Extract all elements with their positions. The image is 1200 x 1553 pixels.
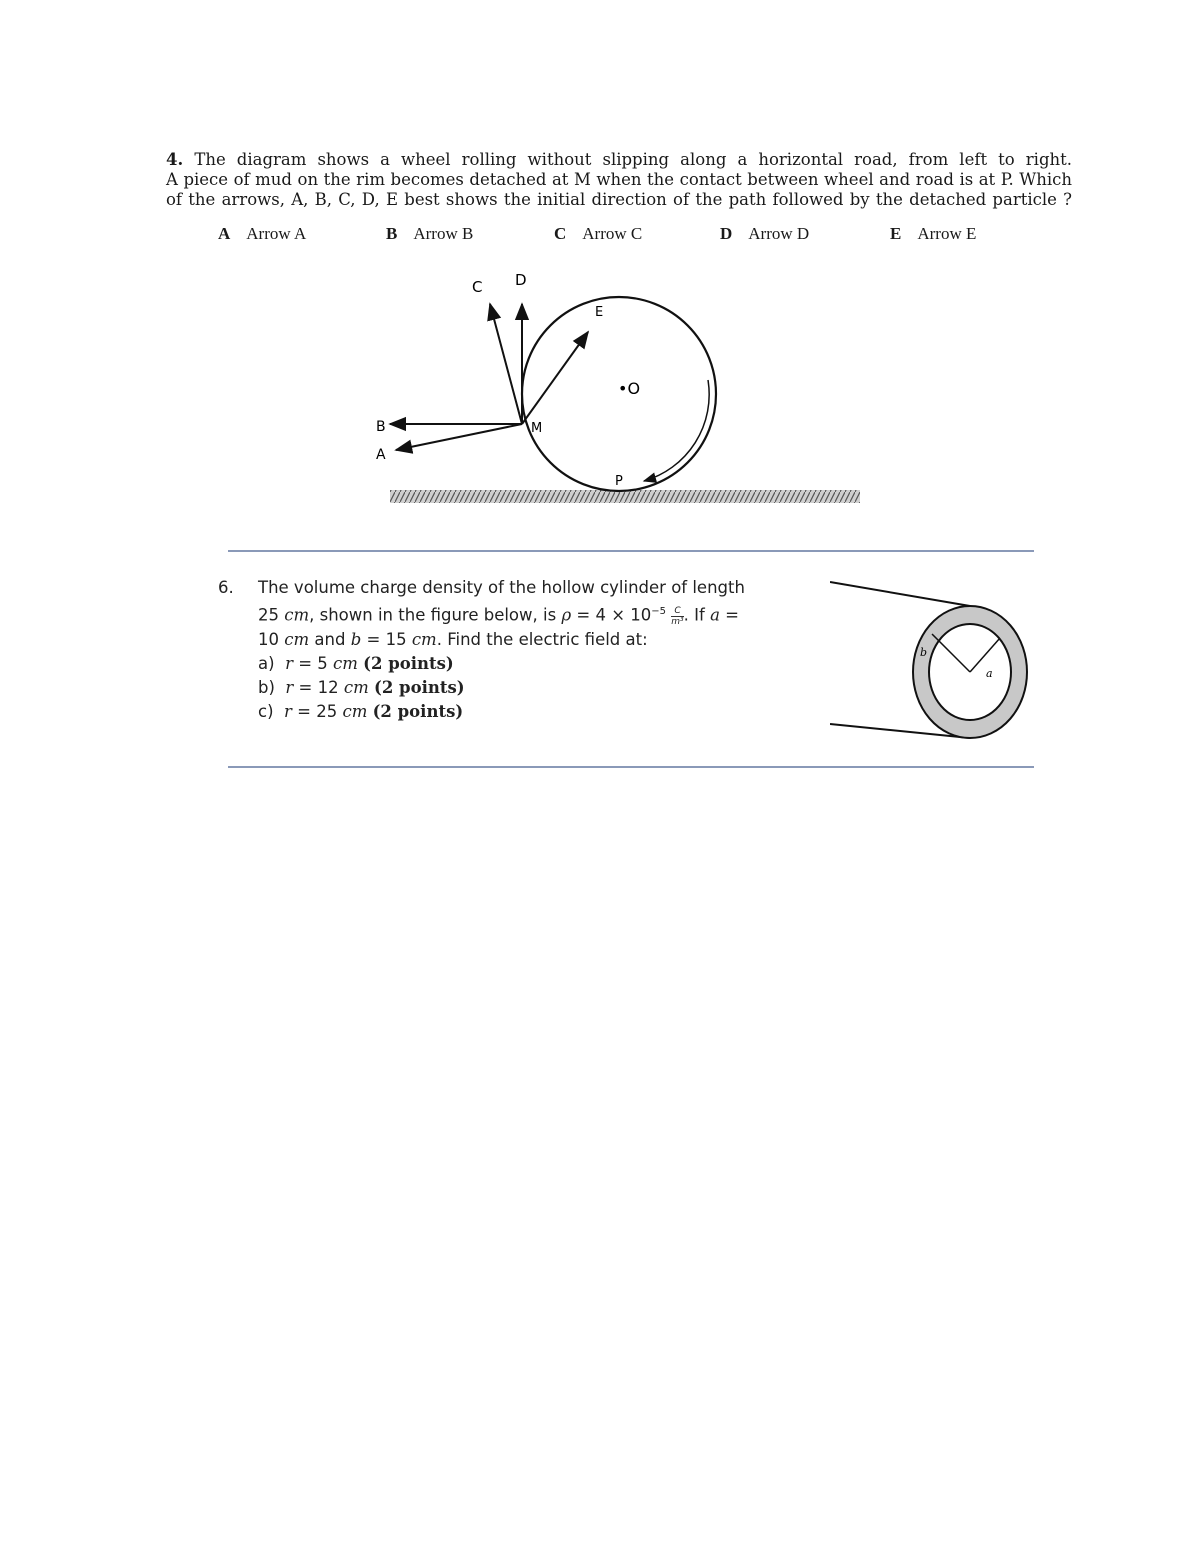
text: , shown in the figure below, is — [309, 605, 562, 625]
label-o: •O — [618, 379, 641, 398]
part-c — [258, 700, 818, 724]
arrow-a — [396, 424, 522, 450]
label-a: a — [986, 667, 993, 680]
option-b-text: Arrow B — [413, 224, 474, 243]
question-4-text — [166, 150, 1072, 210]
option-b-letter: B — [386, 224, 398, 243]
hollow-cylinder-diagram — [830, 572, 1035, 742]
question-4-line-3: of the arrows, A, B, C, D, E best shows the initial direction of the path followed by the detached particle ? — [166, 190, 1072, 209]
question-6-body — [258, 576, 818, 724]
text: . If — [683, 605, 711, 625]
question-6-line-2 — [258, 600, 818, 628]
part-b — [258, 676, 818, 700]
fraction — [671, 606, 683, 627]
option-e[interactable] — [890, 224, 976, 244]
part-label: a) — [258, 653, 275, 673]
rho-symbol: ρ — [561, 605, 572, 625]
question-6-line-1: The volume charge density of the hollow cylinder of length — [258, 578, 745, 597]
unit: cm — [411, 629, 437, 649]
fraction-numerator: C — [671, 606, 683, 617]
points: (2 points) — [372, 701, 464, 721]
option-e-text: Arrow E — [917, 224, 977, 243]
text: = 5 — [292, 653, 334, 673]
unit: cm — [333, 653, 358, 673]
unit: cm — [342, 701, 368, 721]
divider-top — [228, 550, 1034, 552]
arrow-e — [522, 332, 588, 424]
wheel-diagram — [360, 262, 870, 514]
question-4-line-1 — [166, 150, 1072, 170]
part-a — [258, 652, 818, 676]
option-c[interactable] — [554, 224, 642, 244]
unit: cm — [284, 629, 310, 649]
option-a-letter: A — [218, 224, 231, 243]
var-r: r — [285, 677, 294, 697]
unit: cm — [284, 605, 310, 625]
option-d[interactable] — [720, 224, 809, 244]
var-r: r — [285, 653, 293, 673]
text: and — [309, 629, 351, 649]
question-4-line-2: A piece of mud on the rim becomes detached at M when the contact between wheel and road is at P. Which — [166, 170, 1072, 189]
text: = 4 × 10 — [571, 605, 652, 625]
label-c: C — [472, 278, 483, 296]
option-b[interactable] — [386, 224, 473, 244]
option-d-letter: D — [720, 224, 733, 243]
text: = — [719, 605, 739, 625]
label-e: E — [595, 305, 604, 320]
label-m: M — [531, 421, 543, 436]
part-label: c) — [258, 701, 274, 721]
question-6-number: 6. — [218, 578, 234, 597]
question-4-options — [218, 224, 1018, 248]
points: (2 points) — [363, 653, 454, 673]
option-a-text: Arrow A — [246, 224, 307, 243]
label-p: P — [615, 474, 623, 489]
question-6-line-3 — [258, 628, 818, 652]
option-e-letter: E — [890, 224, 902, 243]
label-b: b — [920, 646, 928, 659]
rotation-arrow — [644, 380, 709, 481]
text: = 25 — [291, 701, 343, 721]
unit: cm — [343, 677, 369, 697]
road — [390, 490, 860, 503]
label-d: D — [515, 271, 527, 289]
var-b: b — [350, 629, 362, 649]
divider-bottom — [228, 766, 1034, 768]
exponent: −5 — [651, 606, 667, 617]
var-a: a — [710, 605, 720, 625]
option-c-text: Arrow C — [582, 224, 643, 243]
text: 25 — [258, 605, 285, 625]
points: (2 points) — [374, 677, 465, 697]
part-label: b) — [258, 677, 275, 697]
label-b: B — [376, 419, 386, 435]
option-a[interactable] — [218, 224, 306, 244]
label-a: A — [376, 447, 386, 463]
cylinder-top-edge — [830, 582, 970, 606]
option-c-letter: C — [554, 224, 567, 243]
question-4-number: 4. — [166, 150, 184, 169]
question-4-line-1-text: The diagram shows a wheel rolling without slipping along a horizontal road, from left to right. — [194, 150, 1073, 169]
text: = 12 — [293, 677, 344, 697]
text: 10 — [258, 629, 285, 649]
fraction-denominator: m³ — [671, 616, 684, 627]
arrow-c — [490, 304, 522, 424]
option-d-text: Arrow D — [748, 224, 810, 243]
text: = 15 — [361, 629, 412, 649]
var-r: r — [284, 701, 292, 721]
text: . Find the electric field at: — [436, 629, 648, 649]
